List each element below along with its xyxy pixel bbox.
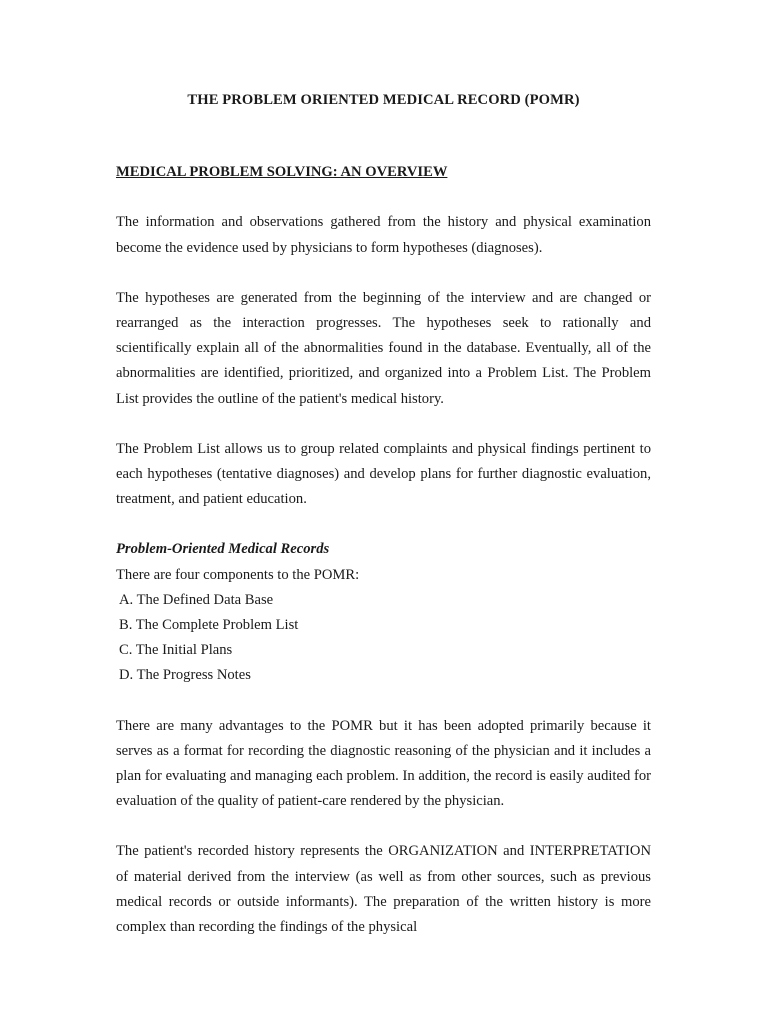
document-title: THE PROBLEM ORIENTED MEDICAL RECORD (POMR)	[187, 92, 580, 108]
list-item: C. The Initial Plans	[119, 642, 233, 659]
paragraph-hypotheses: The hypotheses are generated from the beginning of the interview and are changed or rearranged as the interaction progresses. The hypotheses seek to rationally and scientifically explain all of the abnormalities found in the database. Eventually, all of the abnormalities are identified, prioritized, and organized into a Problem List. The Problem List provides the outline of the patient's medical history.	[116, 289, 651, 407]
subheading-pomr: Problem-Oriented Medical Records	[116, 541, 330, 558]
section-heading: MEDICAL PROBLEM SOLVING: AN OVERVIEW	[116, 164, 448, 181]
list-item: B. The Complete Problem List	[119, 617, 299, 634]
components-intro: There are four components to the POMR:	[116, 566, 360, 583]
list-item: D. The Progress Notes	[119, 667, 251, 684]
list-item: A. The Defined Data Base	[119, 591, 274, 608]
document-page	[116, 88, 651, 940]
paragraph-advantages: There are many advantages to the POMR but it has been adopted primarily because it serves as a format for recording the diagnostic reasoning of the physician and it includes a plan for evaluating and managing each problem. In addition, the record is easily audited for evaluation of the quality of patient-care rendered by the physician.	[116, 717, 651, 810]
paragraph-evidence: The information and observations gathered from the history and physical examination become the evidence used by physicians to form hypotheses (diagnoses).	[116, 214, 651, 256]
paragraph-problem-list: The Problem List allows us to group related complaints and physical findings pertinent to each hypotheses (tentative diagnoses) and develop plans for further diagnostic evaluation, treatment, and patient education.	[116, 440, 651, 508]
components-list	[116, 588, 651, 689]
paragraph-recorded-history: The patient's recorded history represents the ORGANIZATION and INTERPRETATION of material derived from the interview (as well as from other sources, such as previous medical records or outside informants). The preparation of the written history is more complex than recording the findings of the physical	[116, 843, 651, 936]
